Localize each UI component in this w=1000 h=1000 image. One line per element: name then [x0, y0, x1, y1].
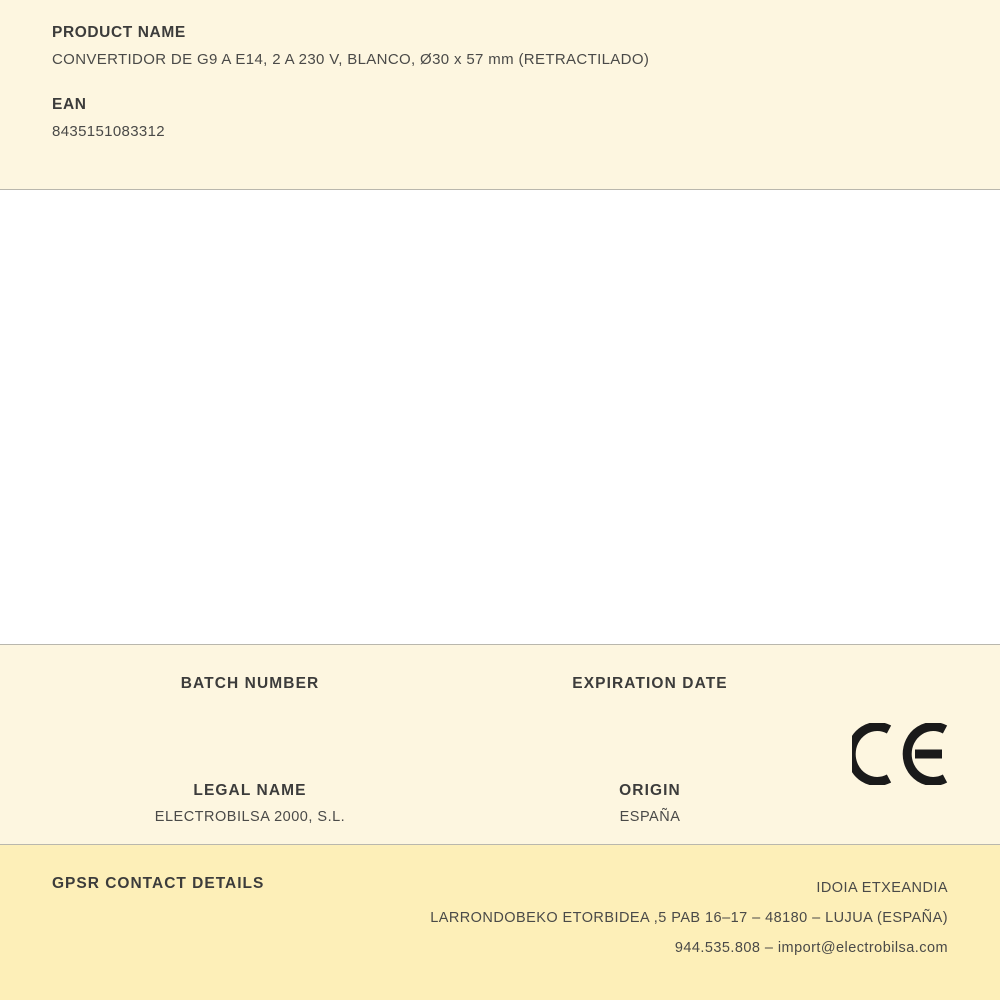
gpsr-contact-phone-email: 944.535.808 – import@electrobilsa.com [674, 940, 948, 956]
gpsr-contact-title: GPSR CONTACT DETAILS [52, 875, 265, 892]
origin-value: ESPAÑA [619, 809, 681, 825]
gpsr-contact-address: LARRONDOBEKO ETORBIDEA ,5 PAB 16–17 – 48180 – LUJUA (ESPAÑA) [430, 910, 948, 926]
regulatory-info-block [0, 645, 1000, 845]
product-image-area [0, 190, 1000, 645]
expiration-date-group [400, 675, 800, 722]
ce-marking-icon [852, 723, 948, 785]
gpsr-contact-block [0, 845, 1000, 1000]
ean-group [52, 96, 948, 140]
product-name-group [52, 24, 948, 68]
batch-expiration-row [0, 675, 1000, 722]
legal-name-group [0, 782, 400, 829]
ean-value: 8435151083312 [52, 123, 165, 140]
legal-origin-row [0, 782, 1000, 829]
ean-label: EAN [52, 96, 87, 113]
batch-number-label: BATCH NUMBER [180, 675, 320, 692]
gpsr-contact-person: IDOIA ETXEANDIA [816, 880, 948, 896]
expiration-date-value [500, 702, 800, 722]
product-info-block [0, 0, 1000, 190]
product-name-value: CONVERTIDOR DE G9 A E14, 2 A 230 V, BLANCO, Ø30 x 57 mm (RETRACTILADO) [52, 51, 650, 68]
expiration-date-label: EXPIRATION DATE [572, 675, 728, 692]
gpsr-contact-details [430, 873, 948, 963]
legal-name-value: ELECTROBILSA 2000, S.L. [154, 809, 346, 825]
origin-group [400, 782, 800, 829]
origin-label: ORIGIN [619, 782, 681, 799]
batch-number-group [0, 675, 400, 722]
legal-name-label: LEGAL NAME [193, 782, 307, 799]
product-name-label: PRODUCT NAME [52, 24, 186, 41]
batch-number-value [100, 702, 400, 722]
